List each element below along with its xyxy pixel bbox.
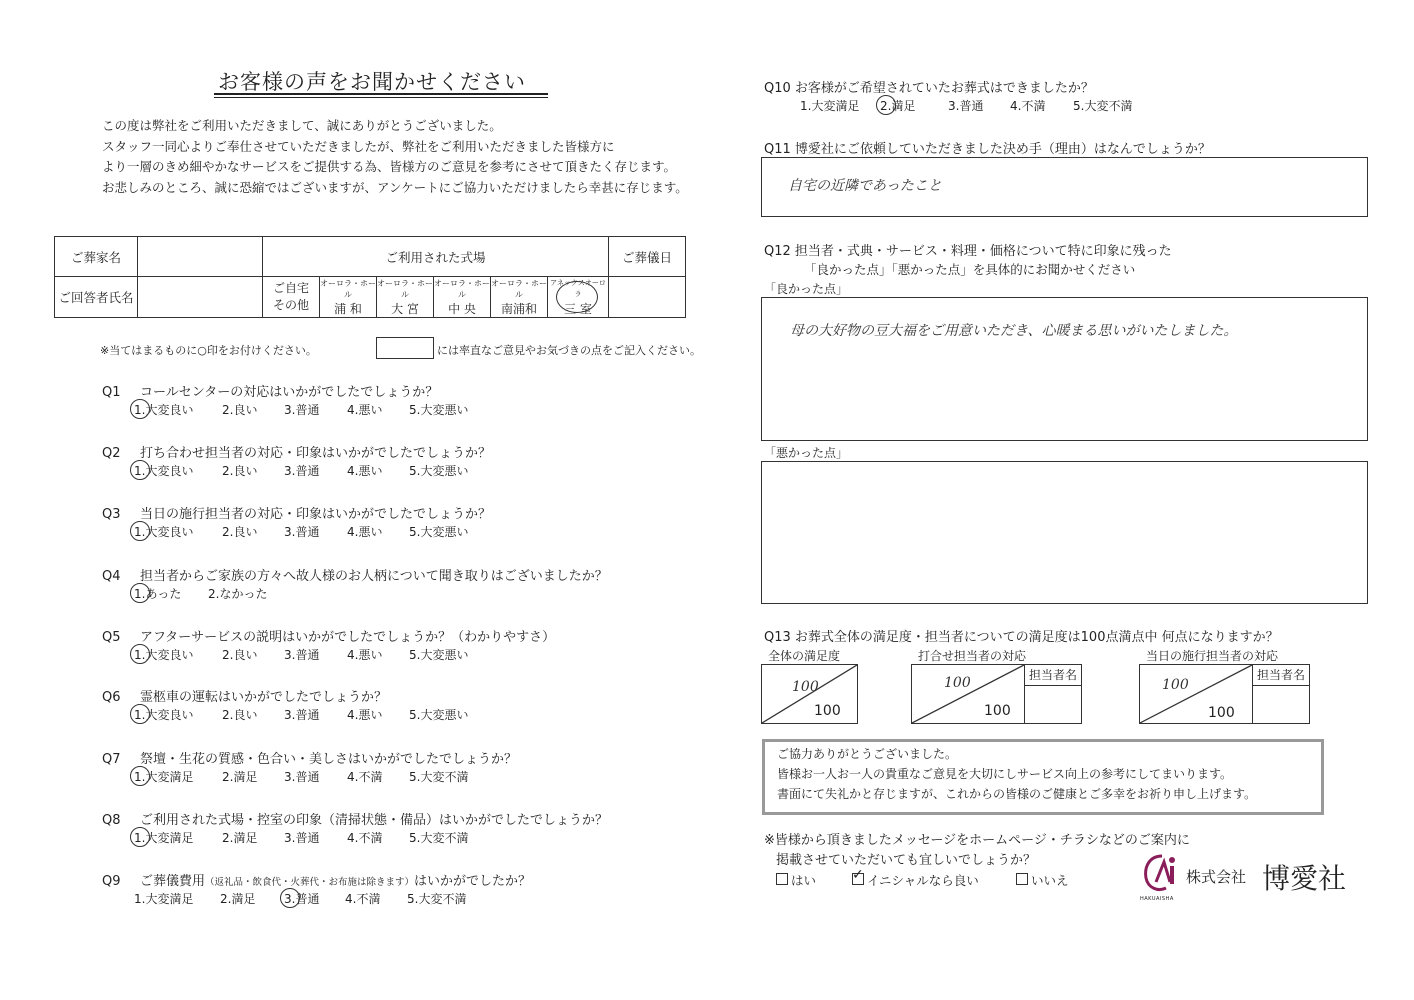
selected-circle xyxy=(130,827,150,847)
question-q10: Q10 お客様がご希望されていたお葬式はできましたか？ xyxy=(764,81,1094,96)
question-q3: Q3 当日の施行担当者の対応・印象はいかがでしたでしょうか？ xyxy=(102,507,492,522)
option[interactable]: 2.良い xyxy=(222,525,258,539)
option[interactable]: 5.大変悪い xyxy=(409,648,469,662)
option[interactable]: 5.大変不満 xyxy=(409,770,469,784)
option[interactable]: 5.大変不満 xyxy=(1073,99,1133,113)
venue-mimuro[interactable] xyxy=(548,277,609,318)
staff-name-label: 担当者名 xyxy=(1025,665,1081,686)
option[interactable]: 4.悪い xyxy=(347,708,383,722)
question-q8: Q8 ご利用された式場・控室の印象（清掃状態・備品）はいかがでしたでしょうか？ xyxy=(102,813,609,828)
bad-points-box[interactable] xyxy=(761,461,1368,604)
option[interactable]: 2.良い xyxy=(222,464,258,478)
comment-instruction: には率直なご意見やお気づきの点をご記入ください。 xyxy=(437,344,701,357)
full-score-label: 100 xyxy=(984,703,1011,719)
q11-answer-box[interactable] xyxy=(761,157,1368,217)
venue-name: 浦 和 xyxy=(334,301,362,316)
note-sample-box xyxy=(376,337,434,359)
option[interactable]: 2.満足 xyxy=(222,831,258,845)
venue-header: ご利用された式場 xyxy=(263,237,609,277)
meeting-score: 100 xyxy=(944,675,971,691)
overall-label: 全体の満足度 xyxy=(768,649,841,663)
option[interactable]: 1.大変良い xyxy=(134,403,194,417)
overall-score: 100 xyxy=(792,679,819,695)
selected-circle xyxy=(130,399,150,419)
title-underline xyxy=(214,93,548,95)
day-staff-box[interactable] xyxy=(1252,664,1310,724)
intro-line: スタッフ一同心よりご奉仕させていただきましたが、弊社をご利用いただきました皆様方に xyxy=(102,138,615,154)
selected-circle xyxy=(130,766,150,786)
checkbox[interactable] xyxy=(1016,873,1028,885)
option[interactable]: 2.満足 xyxy=(222,770,258,784)
question-q7: Q7 祭壇・生花の質感・色合い・美しさはいかがでしたでしょうか？ xyxy=(102,752,518,767)
venue-brand: オーロラ・ホール xyxy=(434,278,490,299)
option[interactable]: 2.満足 xyxy=(220,892,256,906)
selected-circle xyxy=(876,95,896,115)
question-q6: Q6 霊柩車の運転はいかがでしたでしょうか？ xyxy=(102,690,388,705)
funeral-name-label: ご葬家名 xyxy=(55,237,138,277)
venue-brand: アネックスオーロラ xyxy=(550,278,606,298)
option[interactable]: 3.普通 xyxy=(948,99,984,113)
option[interactable]: 1.あった xyxy=(134,587,182,601)
venue-name: 大 宮 xyxy=(391,301,419,316)
option[interactable]: 2.良い xyxy=(222,403,258,417)
day-score-box[interactable] xyxy=(1139,664,1253,724)
option[interactable]: 3.普通 xyxy=(284,525,320,539)
score-diagonal xyxy=(1140,665,1252,723)
home-label: ご自宅 xyxy=(272,281,309,295)
question-q12: Q12 担当者・式典・サービス・料理・価格について特に印象に残った xyxy=(764,244,1172,259)
option[interactable]: 4.不満 xyxy=(1010,99,1046,113)
intro-line: この度は弊社をご利用いただきまして、誠にありがとうございました。 xyxy=(102,118,502,133)
option[interactable]: 3.普通 xyxy=(284,403,320,417)
page-title: お客様の声をお聞かせください xyxy=(218,70,526,94)
selected-circle xyxy=(130,644,150,664)
option[interactable]: 3.普通 xyxy=(284,892,320,906)
option[interactable]: 5.大変不満 xyxy=(407,892,467,906)
good-points-answer: 母の大好物の豆大福をご用意いただき、心暖まる思いがいたしました。 xyxy=(790,323,1238,339)
respondent-label: ご回答者氏名 xyxy=(55,277,138,318)
publish-question: ※皆様から頂きましたメッセージをホームページ・チラシなどのご案内に xyxy=(764,833,1190,848)
company-prefix: 株式会社 xyxy=(1186,868,1247,886)
option[interactable]: 5.大変悪い xyxy=(409,403,469,417)
option[interactable]: 3.普通 xyxy=(284,648,320,662)
thanks-line: 書面にて失礼かと存じますが、これからの皆様のご健康とご多幸をお祈り申し上げます。 xyxy=(777,787,1257,801)
publish-option-yes[interactable]: はい xyxy=(776,871,816,889)
option[interactable]: 2.満足 xyxy=(880,99,916,113)
intro-text xyxy=(102,116,688,198)
venue-chuo[interactable] xyxy=(434,277,491,318)
title-underline-thin xyxy=(214,97,548,98)
option[interactable]: 3.普通 xyxy=(284,770,320,784)
good-points-box[interactable] xyxy=(761,297,1368,441)
full-score-label: 100 xyxy=(1208,705,1235,721)
meeting-staff-box[interactable] xyxy=(1024,664,1082,724)
good-points-label: 「良かった点」 xyxy=(764,282,849,296)
funeral-name-field[interactable] xyxy=(138,237,263,277)
option[interactable]: 1.大変良い xyxy=(134,708,194,722)
option[interactable]: 4.不満 xyxy=(347,770,383,784)
option[interactable]: 4.悪い xyxy=(347,525,383,539)
option[interactable]: 2.良い xyxy=(222,708,258,722)
selected-circle xyxy=(130,521,150,541)
venue-brand: オーロラ・ホール xyxy=(491,278,547,299)
respondent-field[interactable] xyxy=(138,277,263,318)
intro-line: お悲しみのところ、誠に恐縮ではございますが、アンケートにご協力いただけましたら幸甚に存じます。 xyxy=(102,179,688,195)
selected-circle xyxy=(130,704,150,724)
meeting-score-box[interactable] xyxy=(911,664,1025,724)
info-table xyxy=(54,236,686,318)
option[interactable]: 2.なかった xyxy=(208,587,268,601)
option[interactable]: 1.大変満足 xyxy=(800,99,860,113)
option[interactable]: 5.大変不満 xyxy=(409,831,469,845)
bad-points-label: 「悪かった点」 xyxy=(764,446,849,460)
question-q12-line2: 「良かった点」「悪かった点」を具体的にお聞かせください xyxy=(804,262,1136,277)
option[interactable]: 1.大変満足 xyxy=(134,892,194,906)
selected-circle xyxy=(280,888,300,908)
selected-circle xyxy=(130,583,150,603)
question-q13: Q13 お葬式全体の満足度・担当者についての満足度は100点満点中 何点になりますか？ xyxy=(764,630,1279,645)
option[interactable]: 4.不満 xyxy=(345,892,381,906)
option[interactable]: 2.良い xyxy=(222,648,258,662)
funeral-date-label: ご葬儀日 xyxy=(609,237,686,277)
meeting-label: 打合せ担当者の対応 xyxy=(918,649,1027,663)
selected-circle xyxy=(130,460,150,480)
option[interactable]: 1.大変良い xyxy=(134,464,194,478)
day-label: 当日の施行担当者の対応 xyxy=(1146,649,1279,663)
circle-instruction: ※当てはまるものに○印をお付けください。 xyxy=(100,344,317,357)
option[interactable]: 5.大変悪い xyxy=(409,464,469,478)
q11-answer: 自宅の近隣であったこと xyxy=(788,178,942,194)
option[interactable]: 1.大変良い xyxy=(134,648,194,662)
option[interactable]: 4.悪い xyxy=(347,403,383,417)
publish-option-no[interactable]: いいえ xyxy=(1016,871,1069,889)
home-other-cell[interactable] xyxy=(263,277,320,318)
option[interactable]: 1.大変満足 xyxy=(134,770,194,784)
venue-omiya[interactable] xyxy=(377,277,434,318)
logo-subtext: HAKUAISHA xyxy=(1140,896,1174,902)
company-name: 博愛社 xyxy=(1262,862,1347,895)
thanks-line: 皆様お一人お一人の貴重なご意見を大切にしサービス向上の参考にしてまいります。 xyxy=(777,767,1233,781)
venue-name: 南浦和 xyxy=(500,301,537,316)
question-q4: Q4 担当者からご家族の方々へ故人様のお人柄について聞き取りはございましたか？ xyxy=(102,569,608,584)
funeral-date-field[interactable] xyxy=(609,277,686,318)
day-score: 100 xyxy=(1162,677,1189,693)
option[interactable]: 4.悪い xyxy=(347,464,383,478)
other-label: その他 xyxy=(272,298,309,312)
company-logo-icon xyxy=(1142,852,1182,896)
intro-line: より一層のきめ細やかなサービスをご提供する為、皆様方のご意見を参考にさせて頂きたく存じます。 xyxy=(102,159,677,174)
checkbox-checked[interactable] xyxy=(852,867,864,885)
option[interactable]: 1.大変良い xyxy=(134,525,194,539)
checkbox[interactable] xyxy=(776,873,788,885)
question-q5: Q5 アフターサービスの説明はいかがでしたでしょうか？（わかりやすさ） xyxy=(102,630,556,645)
option[interactable]: 5.大変悪い xyxy=(409,708,469,722)
option[interactable]: 3.普通 xyxy=(284,464,320,478)
option[interactable]: 4.悪い xyxy=(347,648,383,662)
option[interactable]: 1.大変満足 xyxy=(134,831,194,845)
question-q2: Q2 打ち合わせ担当者の対応・印象はいかがでしたでしょうか？ xyxy=(102,446,492,461)
thanks-box xyxy=(762,739,1324,815)
publish-question-line2: 掲載させていただいても宜しいでしょうか？ xyxy=(776,853,1037,868)
venue-urawa[interactable] xyxy=(320,277,377,318)
selected-venue-circle xyxy=(556,281,598,313)
question-q1: Q1 コールセンターの対応はいかがでしたでしょうか？ xyxy=(102,385,439,400)
overall-score-box[interactable] xyxy=(761,664,858,724)
venue-brand: オーロラ・ホール xyxy=(320,278,376,299)
option[interactable]: 4.不満 xyxy=(347,831,383,845)
option[interactable]: 5.大変悪い xyxy=(409,525,469,539)
full-score-label: 100 xyxy=(814,703,841,719)
staff-name-label: 担当者名 xyxy=(1253,665,1309,686)
option[interactable]: 3.普通 xyxy=(284,708,320,722)
question-q11: Q11 博愛社にご依頼していただきました決め手（理由）はなんでしょうか？ xyxy=(764,142,1211,157)
venue-name: 三 室 xyxy=(564,301,592,316)
check-mark-icon: ✓ xyxy=(852,867,864,883)
thanks-line: ご協力ありがとうございました。 xyxy=(777,747,958,761)
venue-brand: オーロラ・ホール xyxy=(377,278,433,299)
option[interactable]: 3.普通 xyxy=(284,831,320,845)
venue-name: 中 央 xyxy=(448,301,476,316)
question-q9: Q9 ご葬儀費用（返礼品・飲食代・火葬代・お布施は除きます）はいかがでしたか？ xyxy=(102,874,532,889)
venue-minami-urawa[interactable] xyxy=(491,277,548,318)
publish-option-initial[interactable]: ✓ イニシャルなら良い xyxy=(852,867,979,888)
